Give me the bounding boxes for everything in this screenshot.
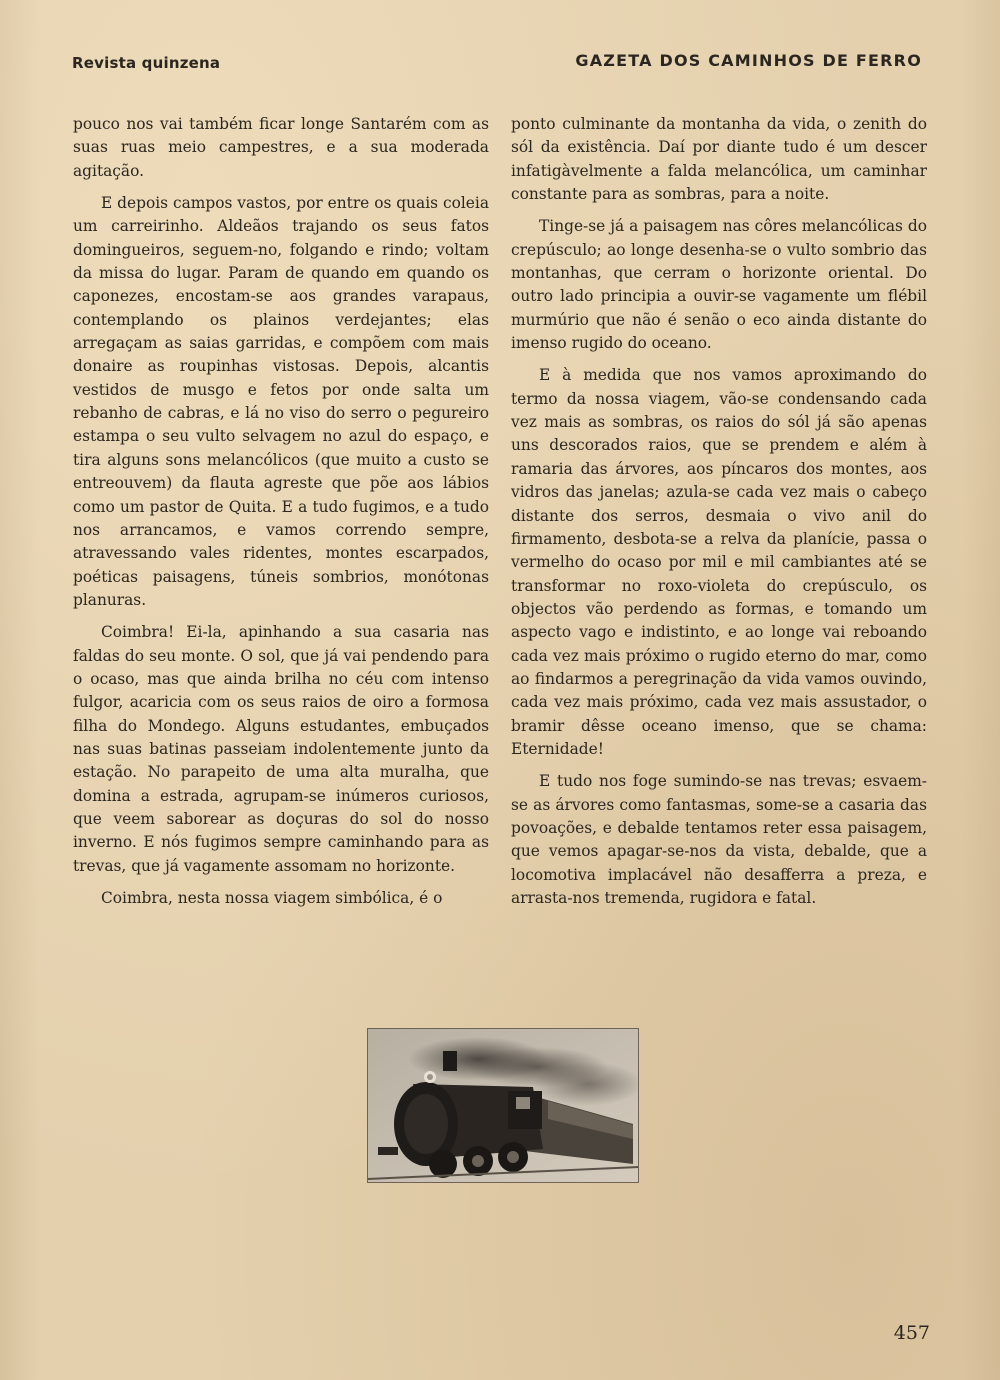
paragraph: Coimbra, nesta nossa viagem simbólica, é o	[101, 889, 443, 907]
paragraph: pouco nos vai também ficar longe Santarém com as suas ruas meio campestres, e a sua moderada agitação.	[73, 115, 489, 180]
header-magazine-title: GAZETA DOS CAMINHOS DE FERRO	[575, 51, 922, 70]
paragraph: E tudo nos foge sumindo-se nas trevas; esvaem-se as árvores como fantasmas, some-se a casaria das povoações, e debalde tentamos reter essa paisagem, que vemos apagar-se-nos da vista, debalde, que a locomotiva implacável não desafferra a preza, e arrasta-nos tremenda, rugidora e fatal.	[511, 772, 927, 907]
paragraph: E à medida que nos vamos aproximando do termo da nossa viagem, vão-se condensando cada vez mais as sombras, os raios do sól já são apenas uns descorados raios, que se prendem e além à ramaria das árvores, aos píncaros dos montes, aos vidros das janelas; azula-se cada vez mais o cabeço distante dos serros, desmaia o vivo anil do firmamento, desbota-se a relva da planície, passa o vermelho do ocaso por mil e mil cambiantes até se transformar no roxo-violeta do crepúsculo, os objectos vão perdendo as formas, e tomando um aspecto vago e indistinto, e ao longe vai reboando cada vez mais próximo o rugido eterno do mar, como ao findarmos a peregrinação da vida vamos ouvindo, cada vez mais próximo, cada vez mais assustador, o bramir dêsse oceano imenso, que se chama: Eternidade!	[511, 366, 927, 758]
locomotive-drawing	[368, 1029, 638, 1182]
right-text-column	[511, 113, 927, 919]
left-text-column	[73, 113, 489, 919]
paragraph: E depois campos vastos, por entre os quais coleia um carreirinho. Aldeãos trajando os seus fatos domingueiros, seguem-no, folgando e rindo; voltam da missa do lugar. Param de quando em quando os caponezes, encostam-se aos grandes varapaus, contemplando os plainos verdejantes; elas arregaçam as saias garridas, e compõem com mais donaire as roupinhas vistosas. Depois, alcantis vestidos de musgo e fetos por onde salta um rebanho de cabras, e lá no viso do serro o pegureiro estampa o seu vulto selvagem no azul do espaço, e tira alguns sons melancólicos (que muito a custo se entreouvem) da flauta agreste que põe aos lábios como um pastor de Quita. E a tudo fugimos, e a tudo nos arrancamos, e vamos correndo sempre, atravessando vales ridentes, montes escarpados, poéticas paisagens, túneis sombrios, monótonas planuras.	[73, 194, 489, 609]
paragraph: Tinge-se já a paisagem nas côres melancólicas do crepúsculo; ao longe desenha-se o vulto sombrio das montanhas, que cerram o horizonte oriental. Do outro lado principia a ouvir-se vagamente um flébil murmúrio que não é senão o eco ainda distante do imenso rugido do oceano.	[511, 217, 927, 353]
steam-locomotive-illustration	[367, 1028, 639, 1183]
header-publication-frequency: Revista quinzena	[72, 54, 221, 72]
page-number: 457	[893, 1322, 930, 1344]
paragraph: Coimbra! Ei-la, apinhando a sua casaria nas faldas do seu monte. O sol, que já vai pendendo para o ocaso, mas que ainda brilha no céu com intenso fulgor, acaricia com os seus raios de oiro a formosa filha do Mondego. Alguns estudantes, embuçados nas suas batinas passeiam indolentemente junto da estação. No parapeito de uma alta muralha, que domina a estrada, agrupam-se inúmeros curiosos, que veem saborear as doçuras do sol do nosso inverno. E nós fugimos sempre caminhando para as trevas, que já vagamente assomam no horizonte.	[73, 623, 489, 875]
paragraph: ponto culminante da montanha da vida, o zenith do sól da existência. Daí por diante tudo é um descer infatigàvelmente a falda melancólica, um caminhar constante para as sombras, para a noite.	[511, 115, 927, 204]
